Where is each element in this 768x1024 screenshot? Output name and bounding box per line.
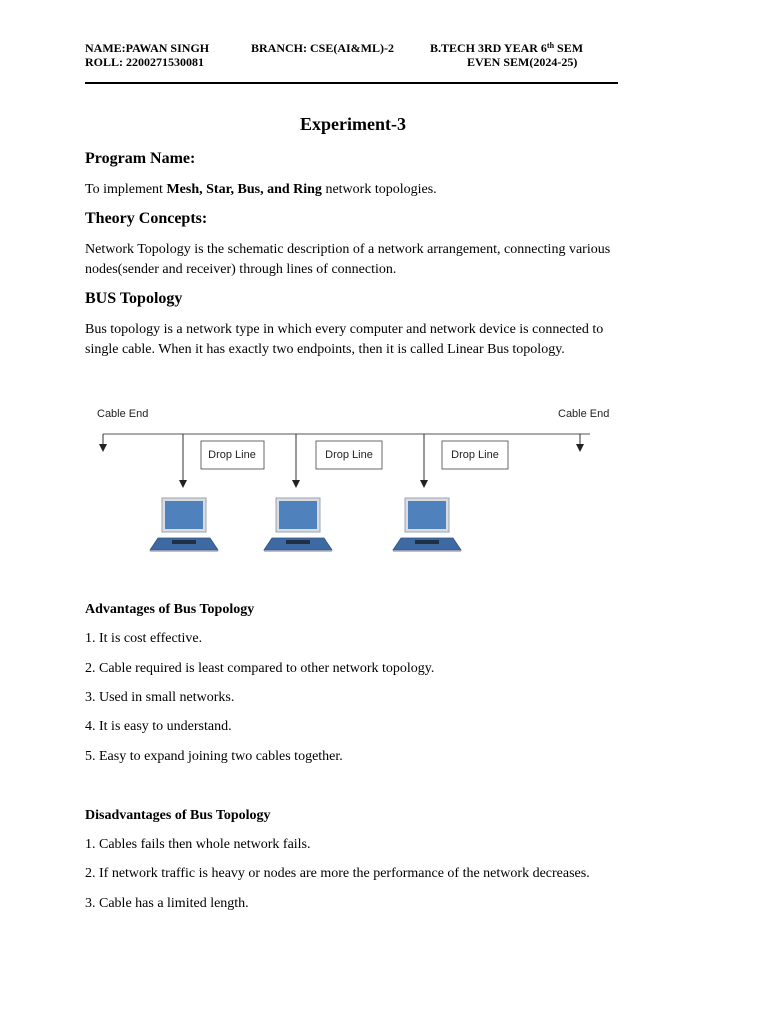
disadvantages-heading: Disadvantages of Bus Topology [85, 808, 271, 823]
bus-heading: BUS Topology [85, 290, 183, 307]
drop-line-3-label: Drop Line [451, 449, 499, 461]
computer-2-icon [264, 498, 332, 551]
program-text-pre: To implement [85, 182, 167, 197]
advantage-item: 4. It is easy to understand. [85, 719, 232, 734]
drop-line-2-label: Drop Line [325, 449, 373, 461]
year-text: B.TECH 3RD YEAR 6 [430, 41, 547, 55]
page-title: Experiment-3 [300, 114, 406, 134]
program-heading: Program Name: [85, 150, 196, 167]
year-superscript: th [546, 41, 555, 50]
program-text [85, 180, 625, 200]
header-rule [85, 82, 618, 84]
drop-line-1-label: Drop Line [208, 449, 256, 461]
advantage-item: 5. Easy to expand joining two cables together. [85, 749, 343, 764]
semester-text: SEM [554, 41, 584, 55]
year-semester [430, 41, 583, 55]
computer-3-icon [393, 498, 461, 551]
advantage-item: 3. Used in small networks. [85, 690, 235, 705]
bus-text: Bus topology is a network type in which every computer and network device is connected to single cable. When it has exactly two endpoints, then it is called Linear Bus topology. [85, 322, 604, 357]
theory-text: Network Topology is the schematic description of a network arrangement, connecting various nodes(sender and receiver) through lines of connection. [85, 242, 611, 277]
disadvantage-item: 3. Cable has a limited length. [85, 896, 249, 911]
session: EVEN SEM(2024-25) [467, 55, 578, 69]
disadvantage-item: 1. Cables fails then whole network fails. [85, 837, 311, 852]
disadvantage-item: 2. If network traffic is heavy or nodes are more the performance of the network decreases. [85, 866, 590, 881]
branch: BRANCH: CSE(AI&ML)-2 [251, 41, 394, 55]
roll-number: ROLL: 2200271530081 [85, 55, 205, 69]
computer-1-icon [150, 498, 218, 551]
advantage-item: 1. It is cost effective. [85, 631, 203, 646]
program-text-bold: Mesh, Star, Bus, and Ring [166, 182, 322, 197]
advantage-item: 2. Cable required is least compared to other network topology. [85, 661, 435, 676]
theory-heading: Theory Concepts: [85, 210, 208, 227]
cable-end-left-label: Cable End [97, 408, 149, 420]
advantages-heading: Advantages of Bus Topology [85, 602, 255, 617]
cable-end-right-label: Cable End [558, 408, 610, 420]
student-name: NAME:PAWAN SINGH [85, 41, 210, 55]
bus-topology-diagram [90, 400, 620, 560]
program-text-post: network topologies. [321, 182, 437, 197]
